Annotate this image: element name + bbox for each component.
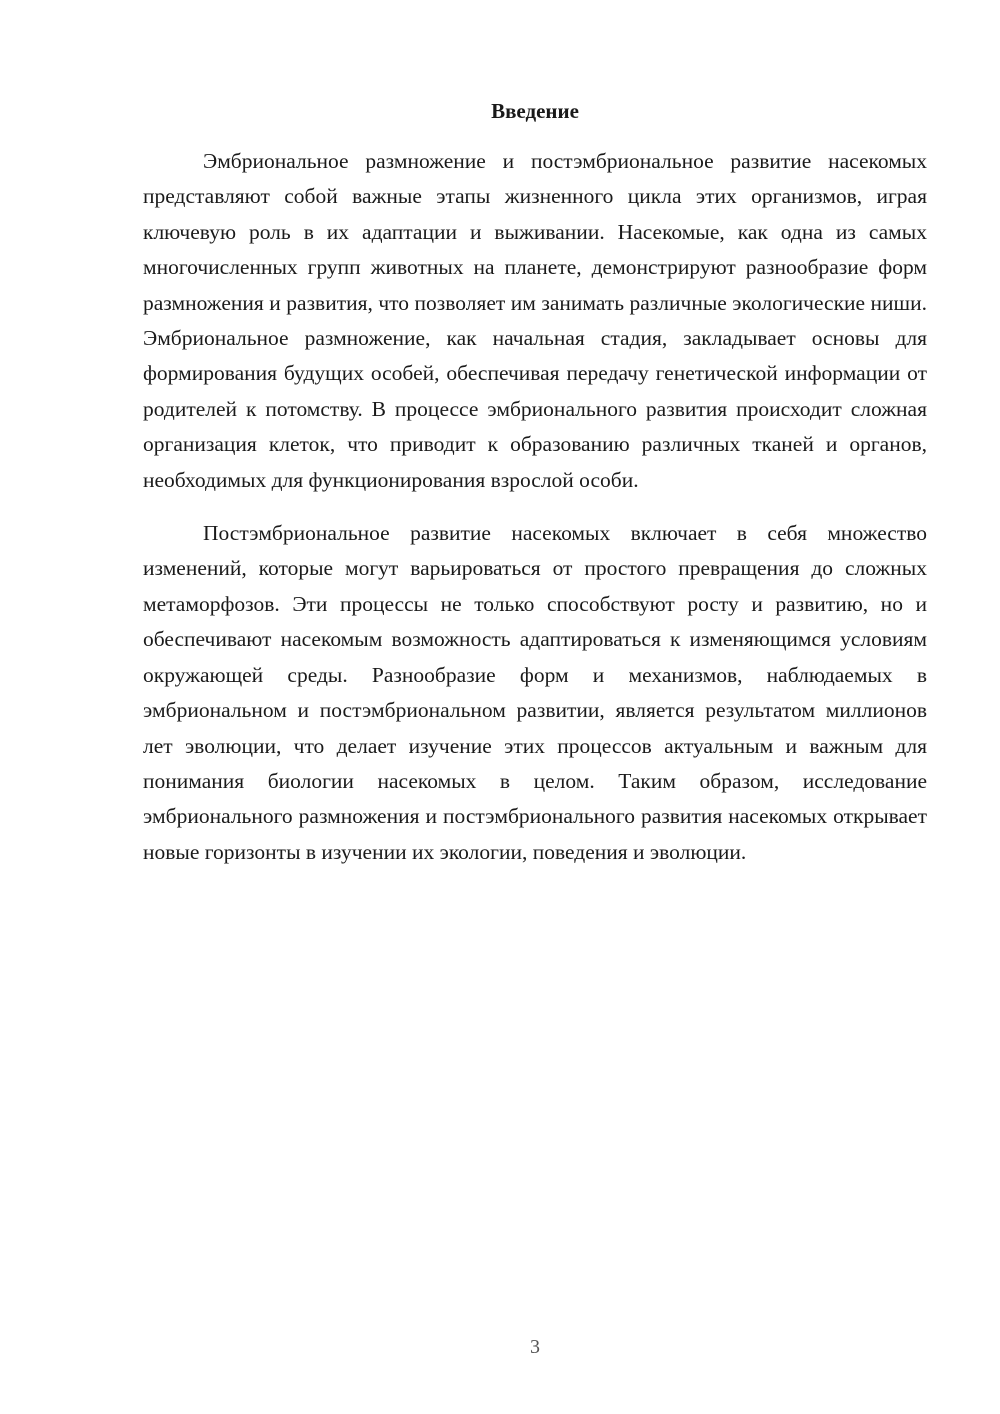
paragraph-2: Постэмбриональное развитие насекомых включает в себя множество изменений, которые могут варьироваться от простого превращения до сложных метаморфозов. Эти процессы не только способствуют росту и развитию, но и обеспечивают насекомым возможность адаптироваться к изменяющимся условиям окружающей среды. Разнообразие форм и механизмов, наблюдаемых в эмбриональном и постэмбриональном развитии, является результатом миллионов лет эволюции, что делает изучение этих процессов актуальным и важным для понимания биологии насекомых в целом. Таким образом, исследование эмбрионального размножения и постэмбрионального развития насекомых открывает новые горизонты в изучении их экологии, поведения и эволюции.: [143, 521, 927, 864]
page-content: [143, 96, 927, 870]
section-heading: Введение: [491, 99, 579, 123]
paragraph-1: Эмбриональное размножение и постэмбриональное развитие насекомых представляют собой важные этапы жизненного цикла этих организмов, играя ключевую роль в их адаптации и выживании. Насекомые, как одна из самых многочисленных групп животных на планете, демонстрируют разнообразие форм размножения и развития, что позволяет им занимать различные экологические ниши. Эмбриональное размножение, как начальная стадия, закладывает основы для формирования будущих особей, обеспечивая передачу генетической информации от родителей к потомству. В процессе эмбрионального развития происходит сложная организация клеток, что приводит к образованию различных тканей и органов, необходимых для функционирования взрослой особи.: [143, 149, 927, 492]
page-number: 3: [530, 1336, 540, 1358]
